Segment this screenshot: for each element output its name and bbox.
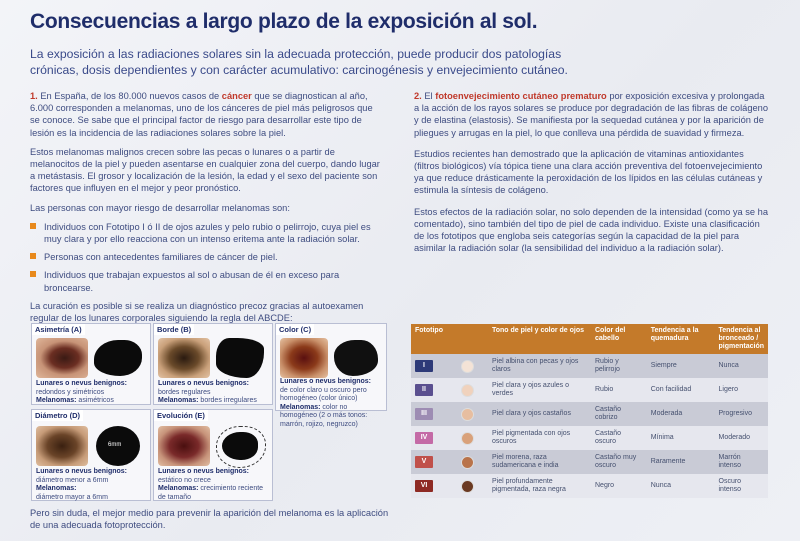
skin-tone-cell: Piel clara y ojos castaños [488,402,591,426]
skin-tone-cell: Piel albina con pecas y ojos claros [488,354,591,378]
panel-heading: Diámetro (D) [32,410,83,421]
burn-tendency-cell: Moderada [647,402,715,426]
burn-tendency-cell: Raramente [647,450,715,474]
mole-photo [158,426,210,466]
right-column [414,90,769,261]
list-item: Individuos que trabajan expuestos al sol o abusan de él en exceso para broncearse. [30,269,385,293]
panel-caption: Lunares o nevus benignos: diámetro menor a 6mm Melanomas: diámetro mayor a 6mm [36,468,128,501]
table-row [411,450,768,474]
bullet-square-icon [30,271,36,277]
skin-tone-cell: Piel profundamente pigmentada, raza negra [488,474,591,498]
risk-list [30,221,385,294]
phototype-table-body [411,354,768,498]
phototype-cell [411,378,488,402]
hair-color-cell: Castaño oscuro [591,426,647,450]
bullet-square-icon [30,253,36,259]
left-column [30,90,385,331]
skin-tone-cell: Piel clara y ojos azules o verdes [488,378,591,402]
phototype-cell [411,402,488,426]
cancer-keyword: cáncer [221,91,252,101]
hair-color-cell: Negro [591,474,647,498]
skin-tone-swatch-icon [461,480,474,493]
table-row [411,378,768,402]
burn-tendency-cell: Con facilidad [647,378,715,402]
table-row [411,474,768,498]
table-header: Fototipo [411,324,488,354]
table-header: Tendencia a la quemadura [647,324,715,354]
section-number-2: 2. [414,91,422,101]
hair-color-cell: Castaño muy oscuro [591,450,647,474]
cancer-paragraph-b: que se diagnostican al año, 6.000 corresponden a melanomas, uno de los cánceres de piel más peligrosos que se conoce. Se sabe que el principal factor de riesgo para desarrollar este tipo de lesión es la incidencia de las radiaciones solares sobre la piel. [30,91,373,138]
table-row [411,426,768,450]
page-title: Consecuencias a largo plazo de la exposición al sol. [30,10,538,33]
abcde-panel-borde [153,323,273,405]
section-number-1: 1. [30,91,38,101]
mole-photo [36,426,88,466]
abcde-panel-color [275,323,387,428]
hair-color-cell: Rubio y pelirrojo [591,354,647,378]
abcde-panel-asimetria [31,323,151,405]
melanoma-paragraph: Estos melanomas malignos crecen sobre las pecas o lunares o a partir de melanocitos de la piel y pueden asentarse en cualquier zona del cuerpo, dando lugar a metástasis. El grosor y localización de la lesión, la edad y el sexo del paciente son factores que influyen en el mejor y peor pronóstico. [30,146,380,194]
panel-heading: Borde (B) [154,324,194,335]
skin-tone-swatch-icon [461,360,474,373]
phototype-table [411,324,768,498]
diameter-label: 6mm [108,442,122,448]
cancer-paragraph-a: En España, de los 80.000 nuevos casos de [40,91,220,101]
phototype-badge: VI [415,480,433,492]
evolution-shape-icon [222,432,258,460]
mole-photo [158,338,210,378]
phototype-paragraph: Estos efectos de la radiación solar, no solo dependen de la intensidad (como ya se ha comentado), sino también del tipo de piel de cada individuo. Existe una clasificación de los fototipos que engloba seis categorías según la capacidad de la piel para asimilar la radiación solar (la sensibilidad del individuo a la radiación solar). [414,206,769,254]
photoaging-keyword: fotoenvejecimiento cutáneo prematuro [435,91,607,101]
burn-tendency-cell: Mínima [647,426,715,450]
phototype-cell [411,450,488,474]
tan-tendency-cell: Moderado [715,426,769,450]
skin-tone-cell: Piel pigmentada con ojos oscuros [488,426,591,450]
panel-heading: Evolución (E) [154,410,208,421]
panel-caption: Lunares o nevus benignos: estático no crece Melanomas: crecimiento reciente de tamaño [158,468,264,501]
cancer-paragraph [30,90,385,139]
table-header-row [411,324,768,354]
panel-caption: Lunares o nevus benignos: bordes regulares Melanomas: bordes irregulares [158,380,257,404]
skin-tone-swatch-icon [461,384,474,397]
mole-photo [36,338,88,378]
tan-tendency-cell: Nunca [715,354,769,378]
skin-tone-swatch-icon [461,408,474,421]
list-item: Personas con antecedentes familiares de cáncer de piel. [30,251,385,263]
phototype-cell [411,426,488,450]
skin-tone-cell: Piel morena, raza sudamericana e india [488,450,591,474]
table-header: Color del cabello [591,324,647,354]
table-row [411,402,768,426]
burn-tendency-cell: Nunca [647,474,715,498]
mole-photo [280,338,328,378]
phototype-badge: V [415,456,433,468]
panel-heading: Asimetría (A) [32,324,85,335]
burn-tendency-cell: Siempre [647,354,715,378]
closing-paragraph: Pero sin duda, el mejor medio para prevenir la aparición del melanoma es la aplicación de una adecuada fotoprotección. [30,508,389,531]
phototype-badge: II [415,384,433,396]
phototype-cell [411,474,488,498]
abcde-panel-evolucion [153,409,273,501]
tan-tendency-cell: Oscuro intenso [715,474,769,498]
abcde-panel-diametro [31,409,151,501]
tan-tendency-cell: Ligero [715,378,769,402]
skin-tone-swatch-icon [461,456,474,469]
irregular-border-shape-icon [216,338,264,378]
tan-tendency-cell: Marrón intenso [715,450,769,474]
panel-heading: Color (C) [276,324,314,335]
table-row [411,354,768,378]
phototype-badge: III [415,408,433,420]
multicolor-shape-icon [334,340,378,376]
table-header: Tono de piel y color de ojos [488,324,591,354]
hair-color-cell: Castaño cobrizo [591,402,647,426]
phototype-badge: I [415,360,433,372]
antioxidant-paragraph: Estudios recientes han demostrado que la aplicación de vitaminas antioxidantes (filtros biológicos) vía tópica tiene una clara acción preventiva del fotoenvejecimiento ya que reduce drásticamente la peroxidación de los lípidos en las células cutáneas y estimula la síntesis de colágeno. [414,148,763,196]
photoaging-paragraph: 2. El fotoenvejecimiento cutáneo prematuro por exposición excesiva y prolongada a la acción de los rayos solares se produce por degradación de las fibras de colágeno y de elastina (elastosis). Se manifiesta por la sequedad cutánea y por la aparición de pliegues y arrugas en la piel, lo que conlleva una pérdida de suavidad y firmeza. [414,91,769,138]
bullet-square-icon [30,223,36,229]
table-header: Tendencia al bronceado / pigmentación [715,324,769,354]
list-item: Individuos con Fototipo I ó II de ojos azules y pelo rubio o pelirrojo, cuya piel es muy clara y por ello reacciona con un intenso eritema ante la radiación solar. [30,221,385,245]
tan-tendency-cell: Progresivo [715,402,769,426]
hair-color-cell: Rubio [591,378,647,402]
skin-tone-swatch-icon [461,432,474,445]
risk-intro: Las personas con mayor riesgo de desarrollar melanomas son: [30,202,290,213]
intro-paragraph: La exposición a las radiaciones solares sin la adecuada protección, puede producir dos patologías crónicas, dosis dependientes y con carácter acumulativo: carcinogénesis y envejecimiento cutáneo. [30,47,568,77]
phototype-badge: IV [415,432,433,444]
abcde-intro: La curación es posible si se realiza un diagnóstico precoz gracias al autoexamen regular de los lunares corporales siguiendo la regla del ABCDE: [30,300,364,324]
panel-caption: Lunares o nevus benignos: de color claro u oscuro pero homogéneo (color único) Melanomas: color no homogéneo (2 o más tonos: marrón, rojizo, negruzco) [280,378,372,428]
asymmetric-shape-icon [94,340,142,376]
panel-caption: Lunares o nevus benignos: redondos y simétricos Melanomas: asimétricos [36,380,128,404]
phototype-cell [411,354,488,378]
